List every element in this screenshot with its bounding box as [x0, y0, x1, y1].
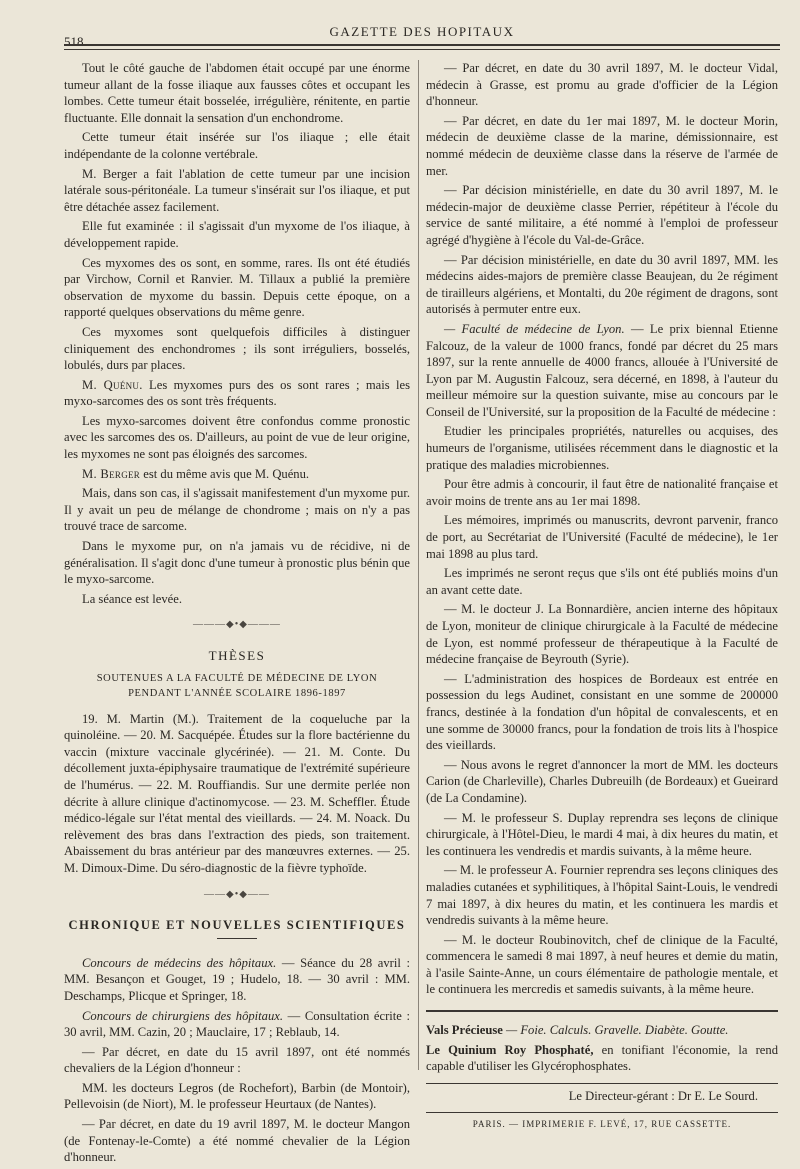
- news-item-text: — Le prix biennal Etienne Falcouz, de la valeur de 1000 francs, fondé par décret du 25 mars 1897, sur la rente annuelle de 4000 francs, allouée à l'Université de Lyon par M. Augustin Falcouz, sera décerné, en 1898, à l'auteur du meilleur mémoire sur la question suivante, mise au concours par le Conseil de l'Université, sur la proposition de la Faculté de médecine :: [426, 321, 778, 419]
- news-item: — Par décret, en date du 19 avril 1897, M. le docteur Mangon (de Fontenay-le-Comte) a été nommé chevalier de la Légion d'honneur.: [64, 1117, 410, 1165]
- news-item: — Par décret, en date du 30 avril 1897, M. le docteur Vidal, médecin à Grasse, est promu au grade d'officier de la Légion d'honneur.: [426, 61, 778, 109]
- paragraph: Dans le myxome pur, on n'a jamais vu de récidive, ni de généralisation. Il s'agit donc d'une tumeur à pronostic plus bénin que le myxo-sarcome.: [64, 539, 410, 587]
- news-item: — Par décision ministérielle, en date du 30 avril 1897, MM. les médecins aides-majors de première classe Beaujean, du 2e régiment de tirailleurs algériens, et Montalti, du 20e régiment de dragons, sont autorisés à permuter entre eux.: [426, 252, 778, 317]
- news-item: — M. le docteur J. La Bonnardière, ancien interne des hôpitaux de Lyon, moniteur de clinique chirurgicale à la Faculté de médecine de Lyon, est nommé professeur de thérapeutique à la Faculté de médecine française de Beyrouth (Syrie).: [426, 602, 778, 667]
- news-item-title: Concours de médecins des hôpitaux.: [82, 955, 277, 970]
- theses-list: 19. M. Martin (M.). Traitement de la coqueluche par la quinoléine. — 20. M. Sacquépée. Études sur la flore bactérienne du vaccin (mixture vaccinale glycérinée). — 21. M. Conte. Du décollement juxta-épiphysaire traumatique de l'extrémité supérieure de l'humérus. — 22. M. Rouffiandis. Sur une dermite perlée non décrite à allure clinique d'actinomycose. — 23. M. Scheffler. Étude médico-légale sur l'état mental des vieillards. — 24. M. Noack. Du relèvement des bras dans l'extraction des pieds, son traitement. Abaissement du bras antérieur par des manœuvres externes. — 25. M. Dimoux-Dime. Du séro-diagnostic de la fièvre typhoïde.: [64, 711, 410, 875]
- paragraph: Mais, dans son cas, il s'agissait manifestement d'un myxome pur. Il y avait un peu de mélange de chondrome ; mais on n'y a pas trouvé trace de sarcome.: [64, 486, 410, 534]
- news-item: Pour être admis à concourir, il faut être de nationalité française et avoir moins de trente ans au 1er mai 1898.: [426, 477, 778, 508]
- ad-brand: Le Quinium Roy Phosphaté,: [426, 1042, 594, 1057]
- ad-rule: [426, 1083, 778, 1084]
- paragraph: La séance est levée.: [82, 591, 182, 606]
- news-item: Les mémoires, imprimés ou manuscrits, devront parvenir, franco de port, au Secrétariat de l'Université (Faculté de médecine), le 1er mai 1898 au plus tard.: [426, 513, 778, 561]
- paragraph-text: est du même avis que M. Quénu.: [140, 466, 310, 481]
- ad-text: en tonifiant l'économie, la rend capable d'utiliser les Glycérophosphates.: [426, 1042, 778, 1074]
- paragraph: Cette tumeur était insérée sur l'os iliaque ; elle était indépendante de la colonne vertébrale.: [64, 130, 410, 161]
- ad-line: [426, 1042, 778, 1075]
- news-item: — L'administration des hospices de Bordeaux est entrée en possession du legs Audinet, consistant en une somme de 200000 francs, destinée à la fondation d'un hôpital de convalescents, et en une somme de 30000 francs, pour la fondation de trois lits à l'hospice des vieillards.: [426, 671, 778, 753]
- paragraph: [64, 377, 410, 410]
- left-column: [64, 60, 410, 1169]
- paragraph-text: Les myxomes purs des os sont rares ; mais les myxo-sarcomes des os sont très fréquents.: [64, 377, 410, 409]
- news-item: — M. le professeur S. Duplay reprendra ses leçons de clinique chirurgicale, à l'Hôtel-Dieu, le mardi 4 mai, à dix heures du matin, et les continuera les vendredis et mardis suivants, à la même heure.: [426, 810, 778, 858]
- news-item: — M. le professeur A. Fournier reprendra ses leçons cliniques des maladies cutanées et syphilitiques, à l'hôpital Saint-Louis, le vendredi 7 mai 1897, à dix heures du matin, et les continuera les mardis et vendredis suivants à la même heure.: [426, 863, 778, 928]
- ad-text: — Foie. Calculs. Gravelle. Diabète. Goutte.: [502, 1023, 729, 1038]
- paragraph: Ces myxomes sont quelquefois difficiles à distinguer cliniquement des enchondromes ; ils sont irréguliers, bosselés, lobulés, durs par places.: [64, 324, 410, 373]
- news-item: — M. le docteur Roubinovitch, chef de clinique de la Faculté, commencera le samedi 8 mai 1897, à neuf heures et demie du matin, à l'asile Sainte-Anne, un cours élémentaire de pathologie mentale, et le continuera les mercredis et samedis suivants, à la même heure.: [426, 932, 778, 997]
- news-item: Les imprimés ne seront reçus que s'ils ont été publiés moins d'un an avant cette date.: [426, 566, 778, 597]
- paragraph: Tout le côté gauche de l'abdomen était occupé par une énorme tumeur allant de la fosse iliaque aux fausses côtes et occupant les lombes. Cette tumeur était bosselée, irrégulière, rénitente, en partie fluctuante. Elle donnait la sensation d'un enchondrome.: [64, 61, 410, 125]
- news-item-text: — Consultation écrite : 30 avril, MM. Cazin, 20 ; Mauclaire, 17 ; Reblaub, 14.: [64, 1008, 410, 1040]
- news-item-text: — Séance du 28 avril : MM. Besançon et Gouget, 19 ; Hudelo, 18. — 30 avril : MM. Deschamps, Plicque et Springer, 18.: [64, 955, 410, 1003]
- news-item: — Par décret, en date du 1er mai 1897, M. le docteur Morin, médecin de deuxième classe de la marine, démissionnaire, est nommé médecin de deuxième classe dans la réserve de l'armée de mer.: [426, 113, 778, 178]
- theses-heading: THÈSES: [208, 648, 266, 663]
- theses-subheading-line: PENDANT L'ANNÉE SCOLAIRE 1896-1897: [128, 687, 346, 699]
- heading-rule: [217, 938, 257, 939]
- paragraph: [64, 466, 410, 483]
- theses-subheading-line: SOUTENUES A LA FACULTÉ DE MÉDECINE DE LYON: [96, 672, 378, 684]
- advertisement: [426, 1010, 778, 1133]
- news-item: Etudier les principales propriétés, naturelles ou acquises, des humeurs de l'organisme, utilisées récemment dans le diagnostic et la pratique des maladies microbiennes.: [426, 424, 778, 472]
- news-item-title: Concours de chirurgiens des hôpitaux.: [82, 1008, 284, 1023]
- paragraph: Elle fut examinée : il s'agissait d'un myxome de l'os iliaque, à développement rapide.: [64, 219, 410, 250]
- news-item: MM. les docteurs Legros (de Rochefort), Barbin (de Montoir), Pellevoisin (de Niort), M. le professeur Heurtaux (de Nantes).: [64, 1080, 410, 1112]
- column-divider: [418, 60, 419, 1070]
- paragraph: Les myxo-sarcomes doivent être confondus comme pronostic avec les sarcomes des os. D'ailleurs, au point de vue de leur origine, les myxomes ne sont pas éloignés des sarcomes.: [64, 413, 410, 462]
- news-item: — Par décision ministérielle, en date du 30 avril 1897, M. le médecin-major de deuxième classe Perrier, répétiteur à l'école du service de santé militaire, a été nommé à l'emploi de professeur agrégé d'hygiène à l'école du Val-de-Grâce.: [426, 183, 778, 247]
- news-item: [64, 1008, 410, 1041]
- section-ornament: ———◆•◆———: [193, 619, 281, 631]
- printer-imprint: PARIS. — IMPRIMERIE F. LEVÉ, 17, RUE CASSETTE.: [426, 1112, 778, 1133]
- speaker-name: M. Quénu.: [82, 377, 143, 392]
- paragraph: Ces myxomes des os sont, en somme, rares. Ils ont été étudiés par Virchow, Cornil et Ranvier. M. Tillaux a publié la première observation de myxome du bassin. Depuis cette époque, on a rapporté quelques observations du même genre.: [64, 255, 410, 320]
- journal-title: GAZETTE DES HOPITAUX: [329, 24, 515, 39]
- news-item: [426, 321, 778, 421]
- header-rule-thick: [64, 44, 780, 46]
- news-item: — Nous avons le regret d'annoncer la mort de MM. les docteurs Carion (de Charleville), Charles Dubreuilh (de Bordeaux) et Gueirard (de La Condamine).: [426, 757, 778, 805]
- paragraph: M. Berger a fait l'ablation de cette tumeur par une incision latérale sous-péritonéale. La tumeur s'insérait sur l'os iliaque, et put être détachée assez facilement.: [64, 166, 410, 214]
- page-header: [64, 20, 780, 49]
- publisher-line: Le Directeur-gérant : Dr E. Le Sourd.: [568, 1088, 758, 1103]
- section-ornament: ——◆•◆——: [204, 888, 270, 900]
- ad-line: [426, 1022, 778, 1039]
- news-item-title: — Faculté de médecine de Lyon.: [444, 321, 625, 336]
- speaker-name: M. Berger: [82, 466, 141, 481]
- ad-brand: Vals Précieuse: [426, 1023, 503, 1038]
- right-column: [426, 60, 778, 1133]
- news-item: [64, 955, 410, 1005]
- header-rule-thin: [64, 49, 780, 50]
- page-number: 518: [64, 34, 84, 49]
- theses-subheading: [64, 671, 410, 701]
- news-item: — Par décret, en date du 15 avril 1897, ont été nommés chevaliers de la Légion d'honneur :: [64, 1044, 410, 1076]
- chronicle-heading: CHRONIQUE ET NOUVELLES SCIENTIFIQUES: [68, 918, 406, 933]
